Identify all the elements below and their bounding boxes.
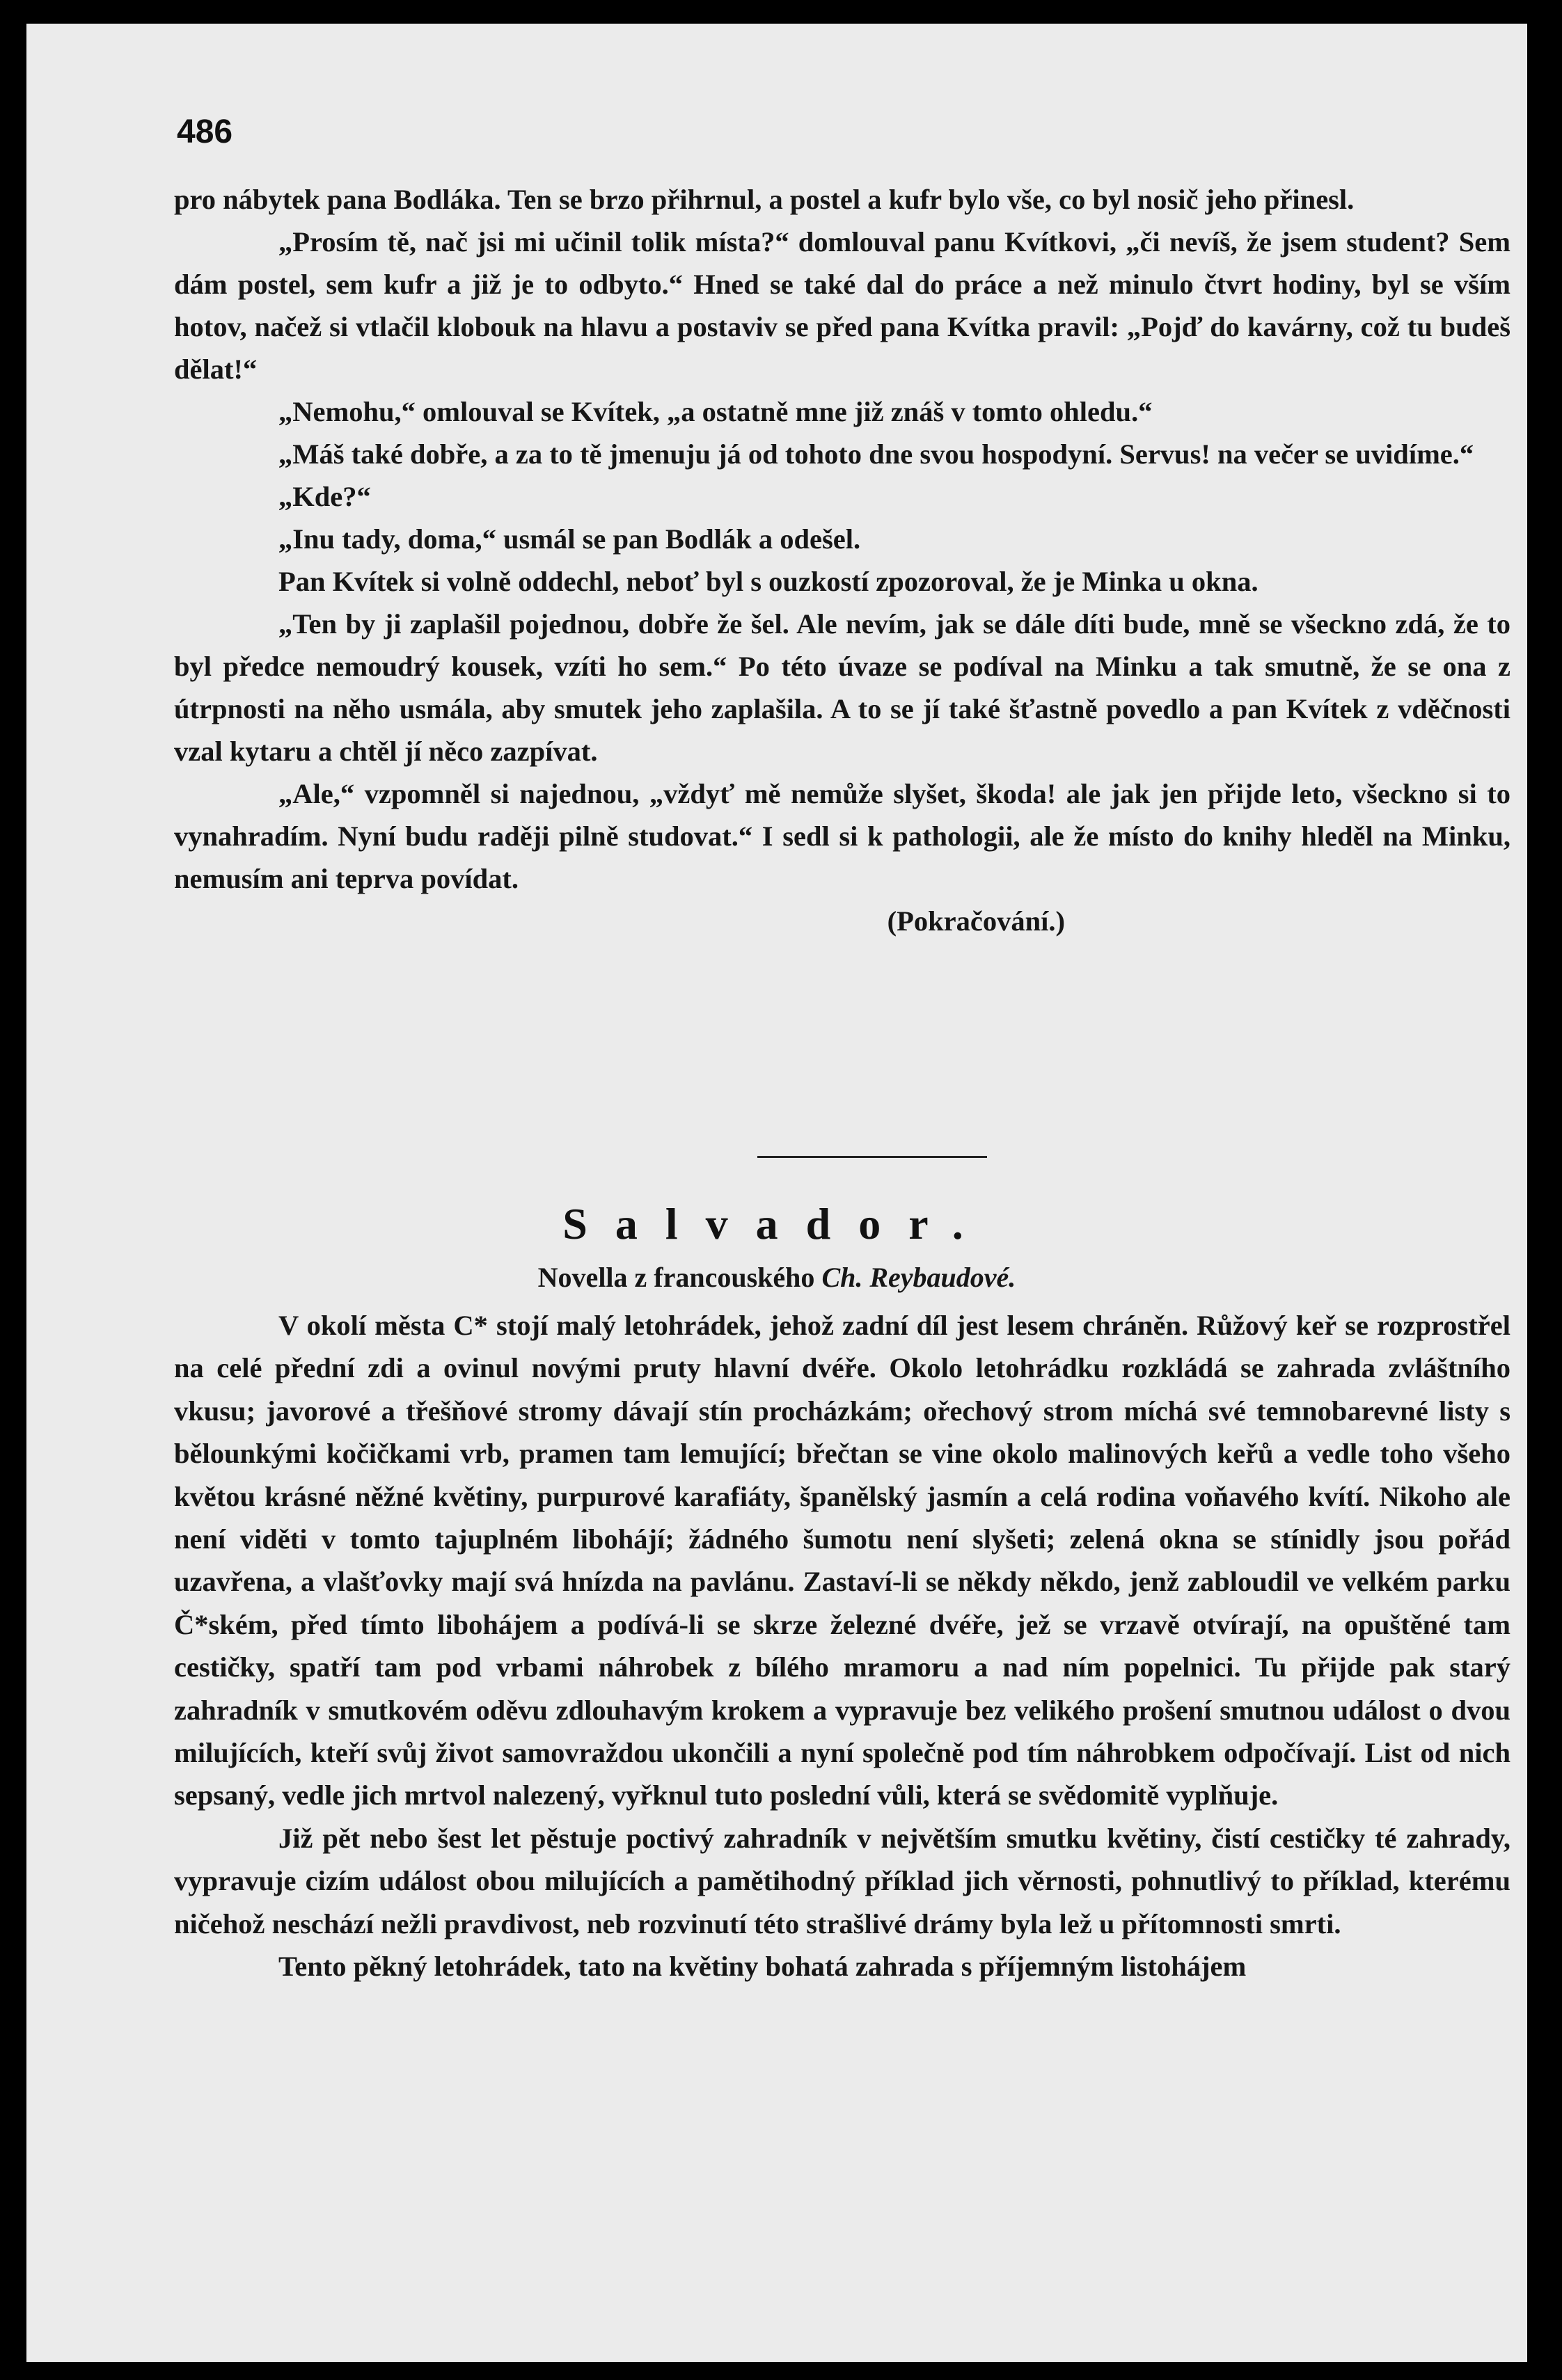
page-number: 486: [177, 113, 233, 150]
paragraph: „Prosím tě, nač jsi mi učinil tolik místa?“ domlouval panu Kvítkovi, „či nevíš, že jsem student? Sem dám postel, sem kufr a již je to odbyto.“ Hned se také dal do práce a než minulo čtvrt hodiny, byl se vším hotov, načež si vtlačil klobouk na hlavu a postaviv se před pana Kvítka pravil: „Pojď do kavárny, což tu budeš dělat!“: [174, 226, 1510, 385]
paragraph: Pan Kvítek si volně oddechl, neboť byl s ouzkostí zpozoroval, že je Minka u okna.: [278, 566, 1259, 597]
section-divider: [757, 1156, 987, 1158]
paragraph: pro nábytek pana Bodláka. Ten se brzo přihrnul, a postel a kufr bylo vše, co byl nosič jeho přinesl.: [174, 184, 1355, 215]
paragraph: „Ale,“ vzpomněl si najednou, „vždyť mě nemůže slyšet, škoda! ale jak jen přijde leto, všeckno si to vynahradím. Nyní budu raději pilně studovat.“ I sedl si k pathologii, ale že místo do knihy hleděl na Minku, nemusím ani teprva povídat.: [174, 778, 1510, 894]
paragraph: „Nemohu,“ omlouval se Kvítek, „a ostatně mne již znáš v tomto ohledu.“: [278, 396, 1153, 427]
paragraph: „Inu tady, doma,“ usmál se pan Bodlák a odešel.: [278, 523, 861, 555]
story-title: Salvador.: [562, 1199, 991, 1248]
subtitle-author: Ch. Reybaudové.: [821, 1262, 1016, 1293]
chapter-ending-text: [174, 178, 1510, 942]
subtitle-prefix: Novella z francouského: [537, 1262, 822, 1293]
story-subtitle: [26, 1261, 1527, 1294]
paragraph: Již pět nebo šest let pěstuje poctivý zahradník v největším smutku květiny, čistí cestičky té zahrady, vypravuje cizím událost obou milujících a pamětihodný příklad jich věrnosti, pohnutlivý to příklad, kterému ničehož neschází nežli pravdivost, neb rozvinutí této strašlivé drámy byla lež u přítomnosti smrti.: [174, 1822, 1510, 1939]
paragraph: V okolí města C* stojí malý letohrádek, jehož zadní díl jest lesem chráněn. Růžový keř se rozprostřel na celé přední zdi a ovinul novými pruty hlavní dvéře. Okolo letohrádku rozkládá se zahrada zvláštního vkusu; javorové a třešňové stromy dávají stín procházkám; ořechový strom míchá své temnobarevné listy s bělounkými kočičkami vrb, pramen tam lemující; břečtan se vine okolo malinových keřů a vedle toho všeho květou krásné něžné květiny, purpurové karafiáty, španělský jasmín a celá rodina voňavého kvítí. Nikoho ale není viděti v tomto tajuplném libohájí; žádného šumotu není slyšeti; zelená okna se stínidly jsou pořád uzavřena, a vlašťovky mají svá hnízda na pavlánu. Zastaví-li se někdy někdo, jenž zabloudil ve velkém parku Č*ském, před tímto libohájem a podívá-li se skrze železné dvéře, jež se vrzavě otvírají, na opuštěné tam cestičky, spatří tam pod vrbami náhrobek z bílého mramoru a nad ním popelnici. Tu přijde pak starý zahradník v smutkovém oděvu zdlouhavým krokem a vypravuje bez velikého prošení smutnou událost o dvou milujících, kteří svůj život samovraždou ukončili a nyní společně pod tím náhrobkem odpočívají. List od nich sepsaný, vedle jich mrtvol nalezený, vyřknul tuto poslední vůli, která se svědomitě vyplňuje.: [174, 1310, 1510, 1811]
book-page: [26, 24, 1527, 2362]
paragraph: „Máš také dobře, a za to tě jmenuju já od tohoto dne svou hospodyní. Servus! na večer se uvidíme.“: [278, 438, 1474, 470]
continued-note: (Pokračování.): [887, 905, 1065, 937]
story-text: [174, 1304, 1510, 1988]
paragraph: „Ten by ji zaplašil pojednou, dobře že šel. Ale nevím, jak se dále díti bude, mně se všeckno zdá, že to byl předce nemoudrý kousek, vzíti ho sem.“ Po této úvaze se podíval na Minku a tak smutně, že se ona z útrpnosti na něho usmála, aby smutek jeho zaplašila. A to se jí také šťastně povedlo a pan Kvítek z vděčnosti vzal kytaru a chtěl jí něco zazpívat.: [174, 608, 1510, 767]
paragraph: „Kde?“: [278, 481, 371, 512]
paragraph: Tento pěkný letohrádek, tato na květiny bohatá zahrada s příjemným listohájem: [278, 1951, 1247, 1983]
